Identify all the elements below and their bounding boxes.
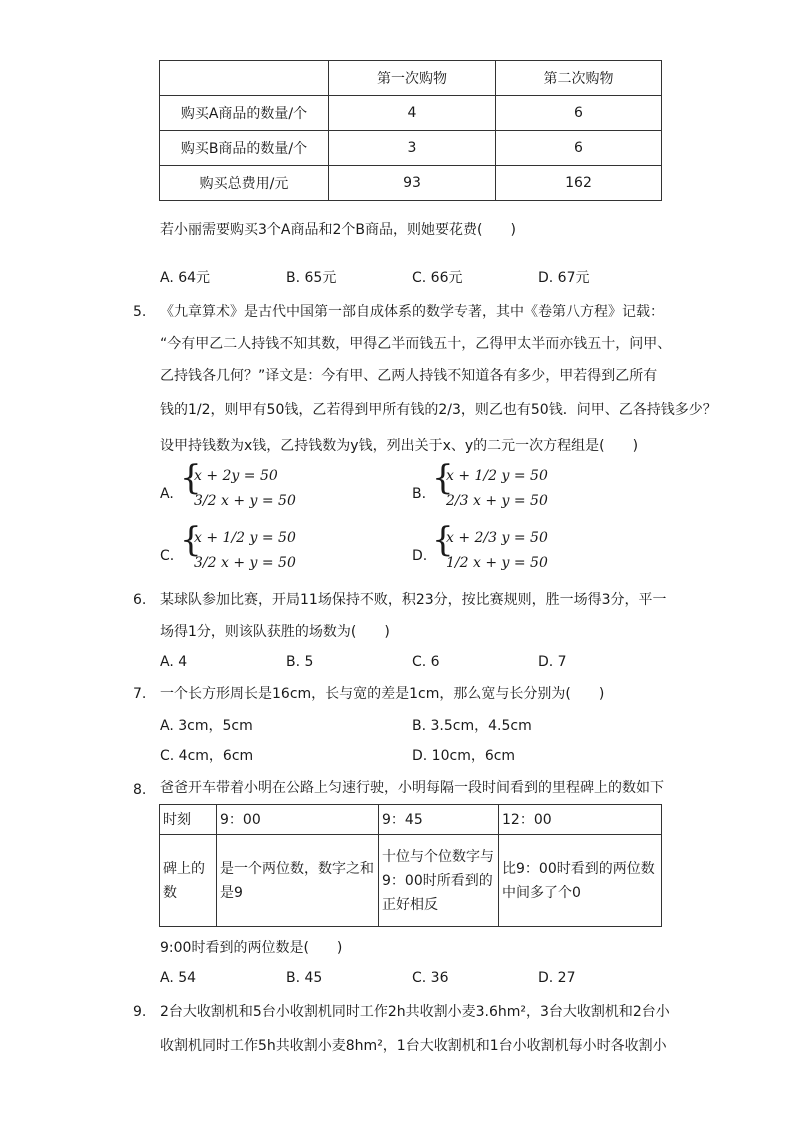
q7-option-c[interactable]: C. 4cm，6cm	[160, 748, 254, 764]
q5-option-a-system[interactable]	[180, 458, 400, 520]
table-cell: 162	[496, 166, 662, 201]
table-row	[160, 131, 662, 166]
brace-icon: {	[180, 458, 202, 498]
equation: x + 2/3 y = 50	[446, 530, 548, 546]
table-cell: 4	[329, 96, 496, 131]
table-row	[160, 96, 662, 131]
q8-option-d[interactable]: D. 27	[538, 970, 576, 986]
question-7-stem: 一个长方形周长是16cm，长与宽的差是1cm，那么宽与长分别为( )	[160, 686, 605, 702]
table-cell: 3	[329, 131, 496, 166]
question-5-line: “今有甲乙二人持钱不知其数，甲得乙半而钱五十，乙得甲太半而亦钱五十，问甲、	[160, 336, 672, 352]
question-6-number: 6.	[133, 592, 147, 608]
question-9-line: 2台大收割机和5台小收割机同时工作2h共收割小麦3.6hm²，3台大收割机和2台小	[160, 1004, 670, 1020]
table-cell: 6	[496, 96, 662, 131]
q4-option-a[interactable]: A. 64元	[160, 270, 211, 286]
q8-option-b[interactable]: B. 45	[286, 970, 323, 986]
equation: 3/2 x + y = 50	[194, 555, 296, 571]
q7-option-a[interactable]: A. 3cm，5cm	[160, 718, 253, 734]
question-4-stem: 若小丽需要购买3个A商品和2个B商品，则她要花费( )	[160, 222, 516, 238]
table-cell: 6	[496, 131, 662, 166]
equation: x + 1/2 y = 50	[446, 468, 548, 484]
question-5-line: 设甲持钱数为x钱，乙持钱数为y钱，列出关于x、y的二元一次方程组是( )	[160, 438, 639, 454]
equation: 2/3 x + y = 50	[446, 493, 548, 509]
q4-option-b[interactable]: B. 65元	[286, 270, 337, 286]
table-cell: 12：00	[499, 805, 662, 835]
q6-option-d[interactable]: D. 7	[538, 654, 567, 670]
question-6-line: 某球队参加比赛，开局11场保持不败，积23分，按比赛规则，胜一场得3分，平一	[160, 592, 667, 608]
q6-option-c[interactable]: C. 6	[412, 654, 440, 670]
q5-option-b-label[interactable]: B.	[412, 486, 427, 502]
equation: x + 1/2 y = 50	[194, 530, 296, 546]
table-cell: 93	[329, 166, 496, 201]
q5-option-d-label[interactable]: D.	[412, 548, 428, 564]
question-9-line: 收割机同时工作5h共收割小麦8hm²，1台大收割机和1台小收割机每小时各收割小	[160, 1038, 667, 1054]
table-cell	[160, 61, 329, 96]
q6-option-b[interactable]: B. 5	[286, 654, 314, 670]
table-cell: 时刻	[160, 805, 217, 835]
question-5-number: 5.	[133, 304, 147, 320]
table-row	[160, 166, 662, 201]
q7-option-b[interactable]: B. 3.5cm，4.5cm	[412, 718, 532, 734]
table-cell: 比9：00时看到的两位数中间多了个0	[499, 835, 662, 927]
q5-option-d-system[interactable]	[432, 520, 652, 582]
equation: 3/2 x + y = 50	[194, 493, 296, 509]
table-cell: 9：00	[217, 805, 379, 835]
question-7-number: 7.	[133, 686, 147, 702]
question-9-number: 9.	[133, 1004, 147, 1020]
question-5-line: 钱的1/2，则甲有50钱，乙若得到甲所有钱的2/3，则乙也有50钱．问甲、乙各持钱多少？	[160, 402, 717, 418]
table-header-cell: 第二次购物	[496, 61, 662, 96]
table-cell: 购买B商品的数量/个	[160, 131, 329, 166]
equation: 1/2 x + y = 50	[446, 555, 548, 571]
question-8-stem: 爸爸开车带着小明在公路上匀速行驶，小明每隔一段时间看到的里程碑上的数如下	[160, 780, 664, 796]
table-cell: 购买总费用/元	[160, 166, 329, 201]
milestone-table	[159, 804, 662, 927]
table-header-cell: 第一次购物	[329, 61, 496, 96]
q7-option-d[interactable]: D. 10cm，6cm	[412, 748, 516, 764]
brace-icon: {	[432, 520, 454, 560]
q4-option-c[interactable]: C. 66元	[412, 270, 463, 286]
q8-option-a[interactable]: A. 54	[160, 970, 197, 986]
purchase-table	[159, 60, 662, 201]
table-cell: 购买A商品的数量/个	[160, 96, 329, 131]
equation: x + 2y = 50	[194, 468, 278, 484]
table-cell: 十位与个位数字与9：00时所看到的正好相反	[379, 835, 499, 927]
question-8-number: 8.	[133, 782, 147, 798]
table-cell: 9：45	[379, 805, 499, 835]
q8-option-c[interactable]: C. 36	[412, 970, 449, 986]
table-cell: 碑上的数	[160, 835, 217, 927]
table-cell: 是一个两位数，数字之和是9	[217, 835, 379, 927]
brace-icon: {	[432, 458, 454, 498]
table-row	[160, 835, 662, 927]
table-row	[160, 61, 662, 96]
q5-option-c-system[interactable]	[180, 520, 400, 582]
q5-option-a-label[interactable]: A.	[160, 486, 174, 502]
q4-option-d[interactable]: D. 67元	[538, 270, 590, 286]
question-6-line: 场得1分，则该队获胜的场数为( )	[160, 624, 390, 640]
q6-option-a[interactable]: A. 4	[160, 654, 188, 670]
table-row	[160, 805, 662, 835]
question-8-after: 9:00时看到的两位数是( )	[160, 940, 343, 956]
question-5-line: 《九章算术》是古代中国第一部自成体系的数学专著，其中《卷第八方程》记载：	[160, 304, 664, 320]
question-5-line: 乙持钱各几何？”译文是：今有甲、乙两人持钱不知道各有多少，甲若得到乙所有	[160, 368, 658, 384]
q5-option-c-label[interactable]: C.	[160, 548, 175, 564]
brace-icon: {	[180, 520, 202, 560]
q5-option-b-system[interactable]	[432, 458, 652, 520]
